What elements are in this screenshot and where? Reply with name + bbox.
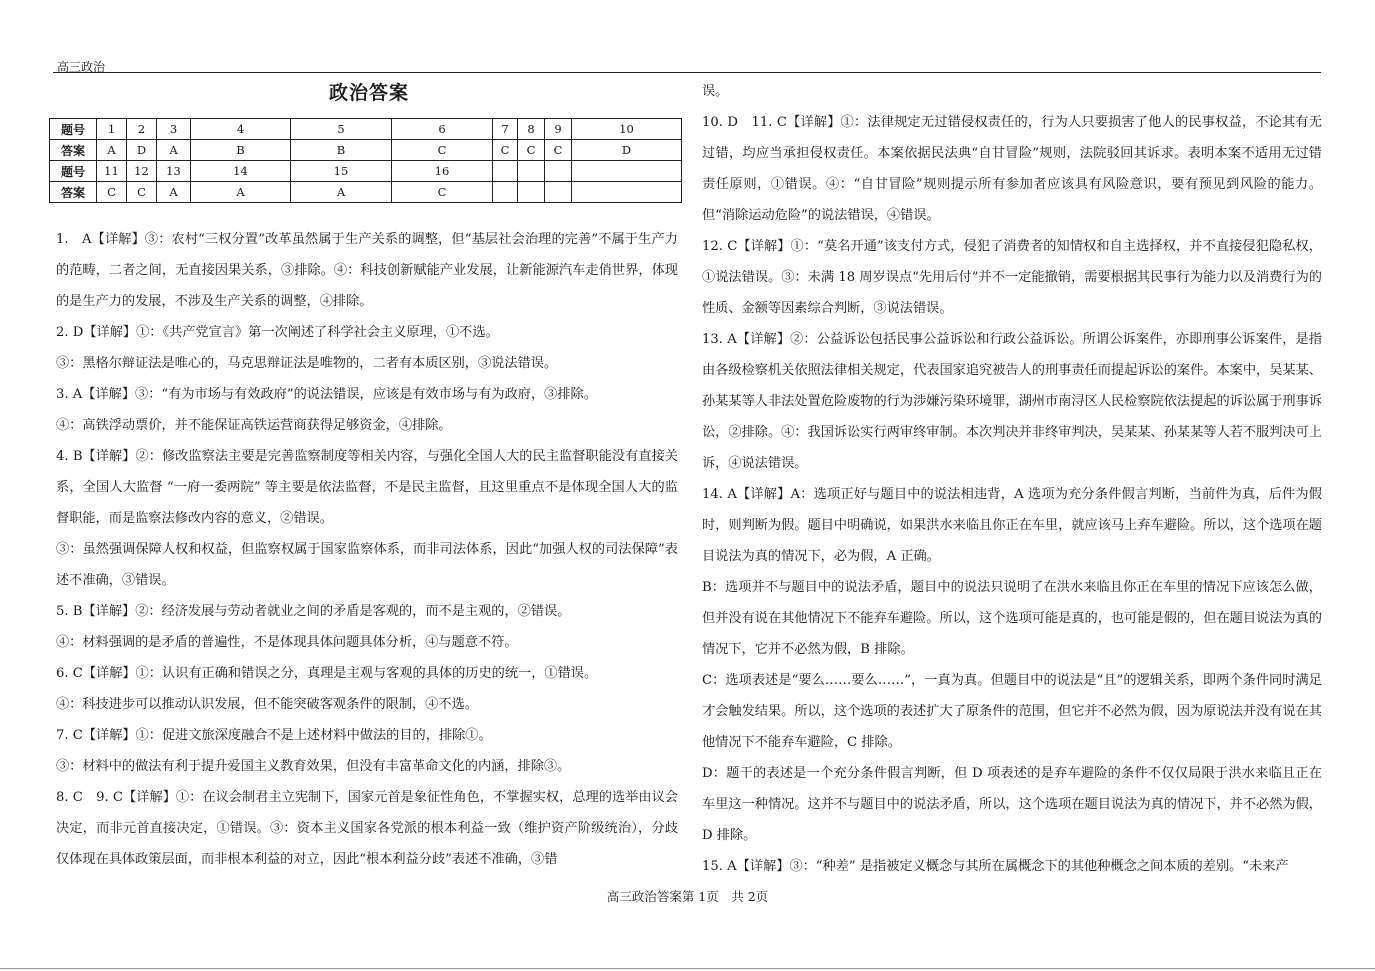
answer-row	[50, 182, 682, 203]
answer-explanation-paragraph: 5. B【详解】②：经济发展与劳动者就业之间的矛盾是客观的，而不是主观的，②错误。	[56, 604, 571, 619]
question-number-cell: 7	[493, 119, 518, 140]
answer-row-label: 答案	[50, 140, 97, 161]
answer-explanation-paragraph: 4. B【详解】②：修改监察法主要是完善监察制度等相关内容，与强化全国人大的民主监督职能没有直接关系，全国人大监督 “一府一委两院” 等主要是依法监督，不是民主监督，且这里重点不是体现全国人大的监督职能，而是监察法修改内容的意义，②错误。	[56, 449, 678, 526]
answer-explanation-paragraph: 1. A【详解】③：农村“三权分置”改革虽然属于生产关系的调整，但“基层社会治理的完善”不属于生产力的范畴，二者之间，无直接因果关系，③排除。④：科技创新赋能产业发展，让新能源汽车走俏世界，体现的是生产力的发展，不涉及生产关系的调整，④排除。	[56, 232, 678, 309]
answer-explanation-paragraph: ④：高铁浮动票价，并不能保证高铁运营商获得足够资金，④排除。	[56, 418, 452, 433]
page-title: 政治答案	[329, 82, 410, 104]
left-column	[56, 224, 678, 875]
question-number-row	[50, 119, 682, 140]
header-rule	[53, 72, 1321, 73]
answer-cell: C	[518, 140, 545, 161]
answer-cell	[493, 182, 518, 203]
question-number-cell	[493, 161, 518, 182]
answer-row	[50, 140, 682, 161]
answer-cell: A	[291, 182, 392, 203]
question-number-cell: 4	[191, 119, 291, 140]
answer-row-label: 答案	[50, 182, 97, 203]
answer-explanation-paragraph: 10. D 11. C【详解】①：法律规定无过错侵权责任的，行为人只要损害了他人的民事权益，不论其有无过错，均应当承担侵权责任。本案依据民法典“自甘冒险”规则，法院驳回其诉求。表明本案不适用无过错责任原则，①错误。④：“自甘冒险”规则提示所有参加者应该具有风险意识，要有预见到风险的能力。但“消除运动危险”的说法错误，④错误。	[702, 115, 1322, 223]
question-number-cell: 5	[291, 119, 392, 140]
page-footer: 高三政治答案第 1页 共 2页	[606, 889, 769, 904]
answer-cell: C	[545, 140, 572, 161]
answer-cell	[518, 182, 545, 203]
answer-cell: A	[191, 182, 291, 203]
answer-cell	[572, 182, 682, 203]
question-number-cell: 12	[127, 161, 157, 182]
answer-explanation-paragraph: D：题干的表述是一个充分条件假言判断，但 D 项表述的是弃车避险的条件不仅仅局限于洪水来临且正在车里这一种情况。这并不与题目中的说法矛盾，所以，这个选项在题目说法为真的情况下，并不必然为假，D 排除。	[702, 766, 1322, 843]
answer-explanation-paragraph: 误。	[702, 84, 729, 99]
question-number-cell	[545, 161, 572, 182]
answer-explanation-paragraph: 14. A【详解】A：选项正好与题目中的说法相违背，A 选项为充分条件假言判断，当前件为真，后件为假时，则判断为假。题目中明确说，如果洪水来临且你正在车里，就应该马上弃车避险。所以，这个选项在题目说法为真的情况下，必为假，A 正确。	[702, 487, 1322, 564]
answer-cell	[545, 182, 572, 203]
question-number-cell: 6	[392, 119, 493, 140]
answer-explanation-paragraph: ③：材料中的做法有利于提升爱国主义教育效果，但没有丰富革命文化的内涵，排除③。	[56, 759, 571, 774]
answer-cell: D	[572, 140, 682, 161]
answer-explanation-paragraph: 3. A【详解】③：“有为市场与有效政府”的说法错误，应该是有效市场与有为政府，③排除。	[56, 387, 597, 402]
question-number-cell	[572, 161, 682, 182]
answer-table-body	[50, 119, 682, 203]
question-number-cell: 1	[97, 119, 127, 140]
answer-explanation-paragraph: ③：虽然强调保障人权和权益，但监察权属于国家监察体系，而非司法体系，因此“加强人权的司法保障”表述不准确，③错误。	[56, 542, 678, 588]
header-subject-label: 高三政治	[57, 60, 106, 74]
question-number-cell	[518, 161, 545, 182]
answer-explanation-paragraph: B：选项并不与题目中的说法矛盾，题目中的说法只说明了在洪水来临且你正在车里的情况下应该怎么做，但并没有说在其他情况下不能弃车避险。所以，这个选项可能是真的，也可能是假的，但在题目说法为真的情况下，它并不必然为假，B 排除。	[702, 580, 1322, 657]
answer-explanation-paragraph: 8. C 9. C【详解】①：在议会制君主立宪制下，国家元首是象征性角色，不掌握实权，总理的选举由议会决定，而非元首直接决定，①错误。③：资本主义国家各党派的根本利益一致（维护资产阶级统治），分歧仅体现在具体政策层面，而非根本利益的对立，因此“根本利益分歧”表述不准确，③错	[56, 790, 678, 867]
question-number-cell: 13	[157, 161, 191, 182]
answer-cell: A	[97, 140, 127, 161]
question-number-cell: 8	[518, 119, 545, 140]
answer-cell: B	[291, 140, 392, 161]
question-row-label: 题号	[50, 161, 97, 182]
answer-cell: A	[157, 140, 191, 161]
answer-explanation-paragraph: 2. D【详解】①：《共产党宣言》第一次阐述了科学社会主义原理，①不选。	[56, 325, 499, 340]
question-number-cell: 3	[157, 119, 191, 140]
answer-cell: B	[191, 140, 291, 161]
answer-explanation-paragraph: C：选项表述是“要么……要么……”，一真为真。但题目中的说法是“且”的逻辑关系，即两个条件同时满足才会触发结果。所以，这个选项的表述扩大了原条件的范围，但它并不必然为假，因为原说法并没有说在其他情况下不能弃车避险，C 排除。	[702, 673, 1322, 750]
question-number-cell: 16	[392, 161, 493, 182]
question-number-cell: 9	[545, 119, 572, 140]
answer-cell: D	[127, 140, 157, 161]
answer-table	[49, 118, 682, 203]
question-number-cell: 15	[291, 161, 392, 182]
answer-cell: C	[392, 140, 493, 161]
answer-explanation-paragraph: 6. C【详解】①：认识有正确和错误之分，真理是主观与客观的具体的历史的统一，①错误。	[56, 666, 598, 681]
answer-explanation-paragraph: ③：黑格尔辩证法是唯心的，马克思辩证法是唯物的，二者有本质区别，③说法错误。	[56, 356, 558, 371]
page-bottom-edge	[0, 968, 1375, 969]
answer-cell: C	[392, 182, 493, 203]
question-number-cell: 14	[191, 161, 291, 182]
question-number-cell: 10	[572, 119, 682, 140]
answer-cell: C	[127, 182, 157, 203]
answer-explanation-paragraph: 7. C【详解】①：促进文旅深度融合不是上述材料中做法的目的，排除①。	[56, 728, 492, 743]
answer-explanation-paragraph: 13. A【详解】②：公益诉讼包括民事公益诉讼和行政公益诉讼。所谓公诉案件，亦即刑事公诉案件，是指由各级检察机关依照法律相关规定，代表国家追究被告人的刑事责任而提起诉讼的案件。本案中，吴某某、孙某某等人非法处置危险废物的行为涉嫌污染环境罪，湖州市南浔区人民检察院依法提起的诉讼属于刑事诉讼，②排除。④：我国诉讼实行两审终审制。本次判决并非终审判决，吴某某、孙某某等人若不服判决可上诉，④说法错误。	[702, 332, 1322, 471]
answer-cell: A	[157, 182, 191, 203]
answer-explanation-paragraph: ④：科技进步可以推动认识发展，但不能突破客观条件的限制，④不选。	[56, 697, 478, 712]
question-number-cell: 11	[97, 161, 127, 182]
answer-cell: C	[493, 140, 518, 161]
question-number-cell: 2	[127, 119, 157, 140]
answer-explanation-paragraph: 15. A【详解】③：“种差” 是指被定义概念与其所在属概念下的其他种概念之间本质的差别。“未来产	[702, 859, 1289, 874]
question-row-label: 题号	[50, 119, 97, 140]
answer-explanation-paragraph: ④：材料强调的是矛盾的普遍性，不是体现具体问题具体分析，④与题意不符。	[56, 635, 518, 650]
answer-explanation-paragraph: 12. C【详解】①：“莫名开通”该支付方式，侵犯了消费者的知情权和自主选择权，并不直接侵犯隐私权，①说法错误。③：未满 18 周岁误点“先用后付”并不一定能撤销，需要根据其民事行为能力以及消费行为的性质、金额等因素综合判断，③说法错误。	[702, 239, 1322, 316]
right-column	[702, 76, 1322, 882]
question-number-row	[50, 161, 682, 182]
answer-cell: C	[97, 182, 127, 203]
